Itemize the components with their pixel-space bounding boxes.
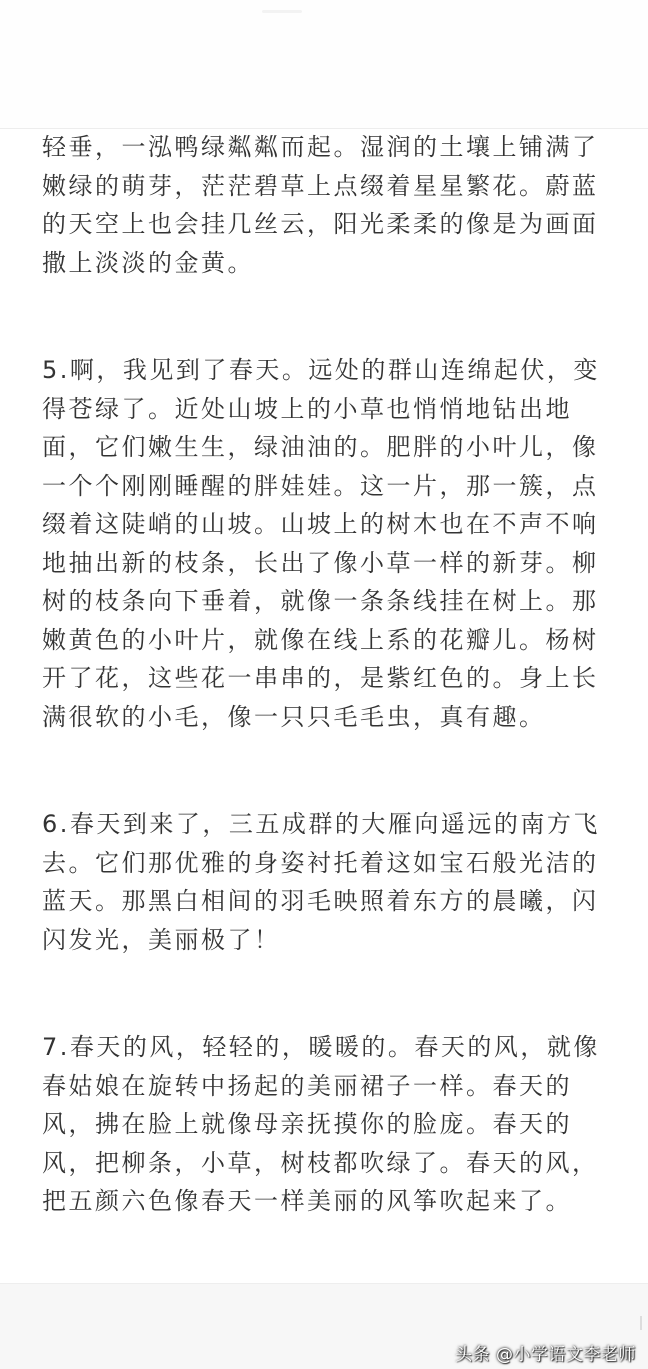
text-line: 一个个刚刚睡醒的胖娃娃。这一片，那一簇，点 — [42, 471, 599, 500]
header-indicator — [262, 10, 302, 13]
article-body — [42, 128, 614, 1221]
paragraph-6 — [42, 805, 614, 959]
text-line: 树的枝条向下垂着，就像一条条线挂在树上。那 — [42, 587, 599, 615]
top-header-band — [0, 0, 648, 129]
text-line: 闪发光，美丽极了！ — [42, 925, 281, 954]
text-line: 风，把柳条，小草，树枝都吹绿了。春天的风， — [42, 1148, 599, 1177]
text-line: 满很软的小毛，像一只只毛毛虫，真有趣。 — [42, 702, 546, 731]
text-line: 6.春天到来了，三五成群的大雁向遥远的南方飞 — [42, 810, 600, 838]
paragraph-7 — [42, 1028, 614, 1221]
paragraph-spring-scenery — [42, 128, 614, 282]
text-line: 春姑娘在旋转中扬起的美丽裙子一样。春天的 — [42, 1071, 572, 1100]
text-line: 缀着这陡峭的山坡。山坡上的树木也在不声不响 — [42, 510, 599, 538]
text-line: 5.啊，我见到了春天。远处的群山连绵起伏，变 — [42, 356, 600, 384]
text-line: 把五颜六色像春天一样美丽的风筝吹起来了。 — [42, 1187, 572, 1215]
source-watermark: 头条 @小学语文李老师 — [455, 1345, 636, 1365]
text-line: 的天空上也会挂几丝云，阳光柔柔的像是为画面 — [42, 210, 599, 238]
text-line: 蓝天。那黑白相间的羽毛映照着东方的晨曦，闪 — [42, 887, 599, 915]
scroll-indicator — [640, 1316, 642, 1330]
text-line: 开了花，这些花一串串的，是紫红色的。身上长 — [42, 664, 599, 692]
text-line: 撒上淡淡的金黄。 — [42, 248, 254, 277]
text-line: 轻垂，一泓鸭绿粼粼而起。湿润的土壤上铺满了 — [42, 133, 599, 161]
text-line: 去。它们那优雅的身姿衬托着这如宝石般光洁的 — [42, 848, 599, 877]
text-line: 得苍绿了。近处山坡上的小草也悄悄地钻出地 — [42, 394, 572, 423]
text-line: 7.春天的风，轻轻的，暖暖的。春天的风，就像 — [42, 1033, 600, 1061]
text-line: 地抽出新的枝条，长出了像小草一样的新芽。柳 — [42, 548, 599, 577]
text-line: 嫩黄色的小叶片，就像在线上系的花瓣儿。杨树 — [42, 625, 599, 654]
paragraph-5 — [42, 351, 614, 736]
text-line: 面，它们嫩生生，绿油油的。肥胖的小叶儿，像 — [42, 433, 599, 461]
text-line: 嫩绿的萌芽，茫茫碧草上点缀着星星繁花。蔚蓝 — [42, 171, 599, 200]
text-line: 风，拂在脸上就像母亲抚摸你的脸庞。春天的 — [42, 1110, 572, 1138]
